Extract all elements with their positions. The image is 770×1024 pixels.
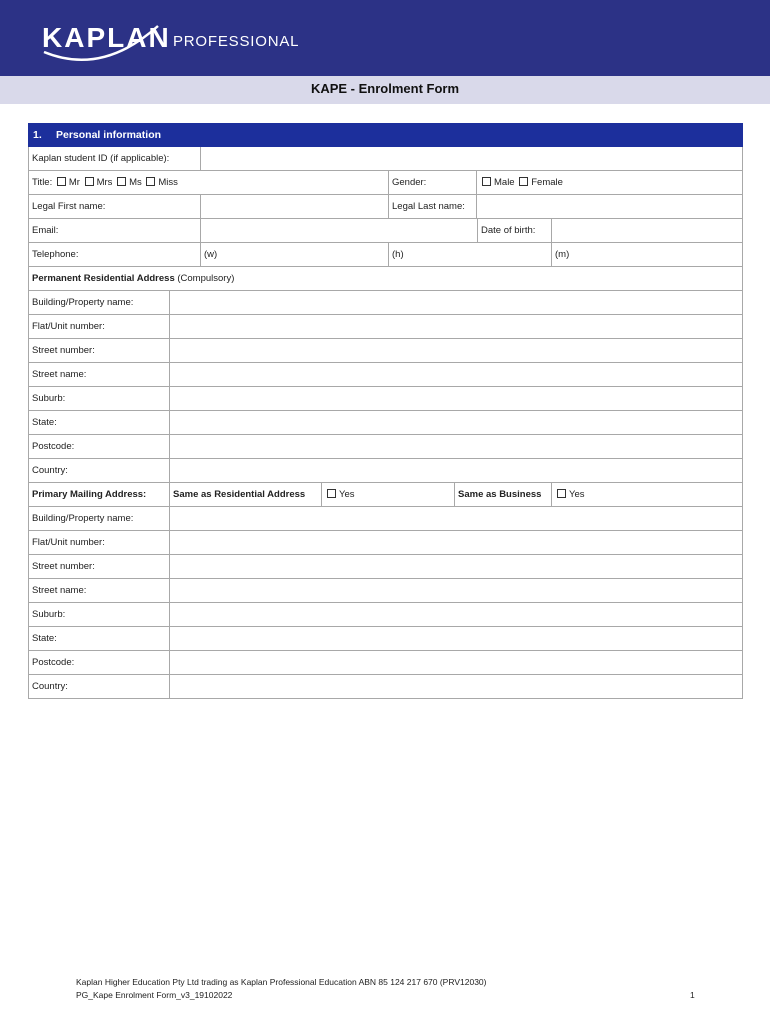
last-name-label: Legal Last name: (392, 201, 465, 212)
student-id-field[interactable] (201, 147, 742, 170)
same-business-label: Same as Business (458, 489, 542, 500)
section-number: 1. (33, 129, 42, 141)
logo-subtitle: PROFESSIONAL (173, 33, 300, 50)
row-res-street-number (28, 339, 743, 363)
row-mail-country (28, 675, 743, 699)
row-mail-postcode (28, 651, 743, 675)
logo-wordmark: KAPLAN (42, 22, 171, 53)
row-mail-street-number (28, 555, 743, 579)
row-res-street-name (28, 363, 743, 387)
student-id-label: Kaplan student ID (if applicable): (32, 153, 170, 164)
title-ms-checkbox[interactable] (117, 177, 126, 186)
phone-mobile-field[interactable]: (m) (555, 249, 570, 260)
title-mr-checkbox[interactable] (57, 177, 66, 186)
mail-postcode-field[interactable] (170, 651, 742, 674)
kaplan-logo (42, 18, 312, 68)
mail-postcode-label: Postcode: (32, 657, 75, 668)
gender-male-label: Male (494, 177, 515, 188)
mailing-heading: Primary Mailing Address: (32, 489, 147, 500)
row-title-gender (28, 171, 743, 195)
title-miss-label: Miss (158, 177, 178, 188)
mail-building-label: Building/Property name: (32, 513, 134, 524)
mail-suburb-label: Suburb: (32, 609, 66, 620)
same-business-checkbox[interactable] (557, 489, 566, 498)
title-ms-label: Ms (129, 177, 142, 188)
gender-male-checkbox[interactable] (482, 177, 491, 186)
row-res-country (28, 459, 743, 483)
res-state-label: State: (32, 417, 57, 428)
residential-heading-text: Permanent Residential Address (32, 273, 175, 284)
row-res-building (28, 291, 743, 315)
res-state-field[interactable] (170, 411, 742, 434)
gender-female-label: Female (531, 177, 563, 188)
residential-heading (29, 267, 742, 290)
same-residential-option (322, 483, 454, 506)
page-number: 1 (690, 990, 695, 1000)
row-residential-heading (28, 267, 743, 291)
first-name-label: Legal First name: (32, 201, 106, 212)
res-suburb-field[interactable] (170, 387, 742, 410)
res-street-name-field[interactable] (170, 363, 742, 386)
mail-country-label: Country: (32, 681, 68, 692)
header-band (0, 0, 770, 76)
section-header (28, 123, 743, 147)
same-residential-label: Same as Residential Address (173, 489, 306, 500)
telephone-label: Telephone: (32, 249, 79, 260)
row-res-suburb (28, 387, 743, 411)
title-miss-checkbox[interactable] (146, 177, 155, 186)
row-telephone (28, 243, 743, 267)
res-street-number-field[interactable] (170, 339, 742, 362)
res-flat-label: Flat/Unit number: (32, 321, 105, 332)
res-suburb-label: Suburb: (32, 393, 66, 404)
same-residential-yes: Yes (339, 489, 355, 500)
row-res-state (28, 411, 743, 435)
email-label: Email: (32, 225, 59, 236)
section-title: Personal information (56, 129, 162, 141)
phone-work-field[interactable]: (w) (204, 249, 218, 260)
row-mail-street-name (28, 579, 743, 603)
title-label: Title: (32, 177, 53, 188)
title-mrs-checkbox[interactable] (85, 177, 94, 186)
enrolment-form (28, 123, 743, 699)
phone-home-field[interactable]: (h) (392, 249, 404, 260)
gender-female-checkbox[interactable] (519, 177, 528, 186)
footer-form-code: PG_Kape Enrolment Form_v3_19102022 (76, 990, 233, 1000)
res-country-field[interactable] (170, 459, 742, 482)
form-title: KAPE - Enrolment Form (310, 81, 460, 96)
title-cell (29, 171, 388, 194)
dob-label: Date of birth: (481, 225, 536, 236)
row-email-dob (28, 219, 743, 243)
mail-flat-field[interactable] (170, 531, 742, 554)
res-country-label: Country: (32, 465, 68, 476)
gender-options (477, 171, 742, 194)
mail-street-number-field[interactable] (170, 555, 742, 578)
first-name-field[interactable] (201, 195, 388, 218)
email-field[interactable] (201, 219, 477, 242)
mail-street-number-label: Street number: (32, 561, 95, 572)
gender-label: Gender: (392, 177, 427, 188)
footer-legal-text: Kaplan Higher Education Pty Ltd trading as Kaplan Professional Education ABN 85 124 217 670 (PRV12030) (76, 977, 487, 987)
residential-heading-note: (Compulsory) (177, 273, 235, 284)
res-street-number-label: Street number: (32, 345, 95, 356)
row-res-postcode (28, 435, 743, 459)
mail-country-field[interactable] (170, 675, 742, 698)
same-residential-checkbox[interactable] (327, 489, 336, 498)
mail-street-name-field[interactable] (170, 579, 742, 602)
row-student-id (28, 147, 743, 171)
mail-flat-label: Flat/Unit number: (32, 537, 105, 548)
mail-suburb-field[interactable] (170, 603, 742, 626)
dob-field[interactable] (552, 219, 742, 242)
row-mail-flat (28, 531, 743, 555)
title-mrs-label: Mrs (96, 177, 113, 188)
title-mr-label: Mr (68, 177, 80, 188)
row-res-flat (28, 315, 743, 339)
res-street-name-label: Street name: (32, 369, 87, 380)
same-business-option (552, 483, 742, 506)
res-postcode-label: Postcode: (32, 441, 75, 452)
mail-street-name-label: Street name: (32, 585, 87, 596)
last-name-field[interactable] (477, 195, 742, 218)
row-names (28, 195, 743, 219)
mail-state-label: State: (32, 633, 57, 644)
res-building-field[interactable] (170, 291, 742, 314)
res-flat-field[interactable] (170, 315, 742, 338)
same-business-yes: Yes (569, 489, 585, 500)
row-mail-building (28, 507, 743, 531)
res-postcode-field[interactable] (170, 435, 742, 458)
mail-state-field[interactable] (170, 627, 742, 650)
mail-building-field[interactable] (170, 507, 742, 530)
row-mail-suburb (28, 603, 743, 627)
row-mailing-heading (28, 483, 743, 507)
row-mail-state (28, 627, 743, 651)
res-building-label: Building/Property name: (32, 297, 134, 308)
